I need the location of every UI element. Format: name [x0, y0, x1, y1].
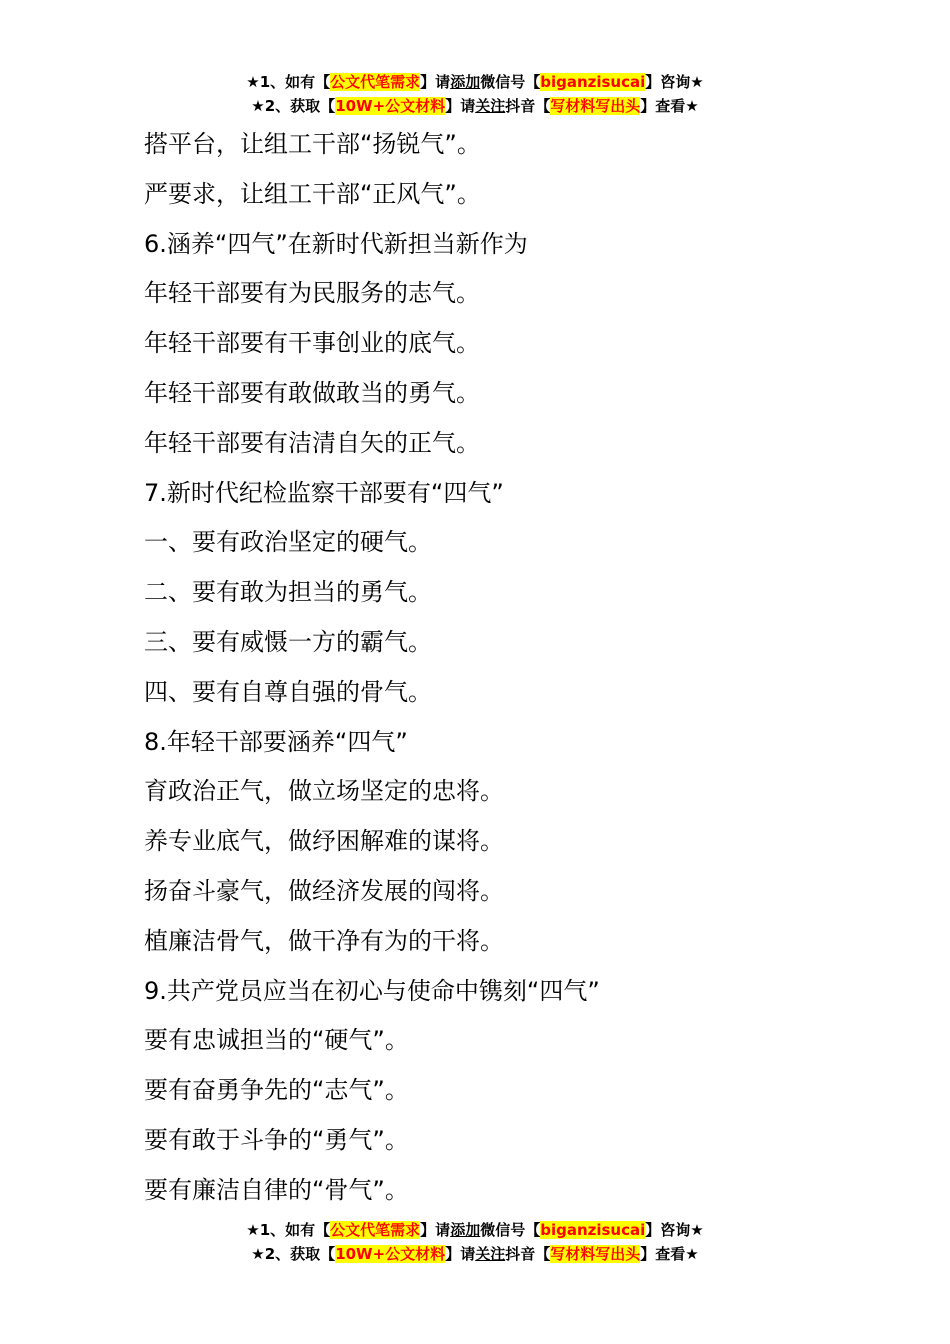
paragraph: 年轻干部要有为民服务的志气。: [144, 279, 480, 308]
paragraph: 育政治正气，做立场坚定的忠将。: [144, 777, 504, 806]
highlight-materials: 10W+公文材料: [335, 97, 446, 115]
highlight-service: 公文代笔需求: [330, 1221, 421, 1239]
section-heading: 8.年轻干部要涵养“四气”: [144, 727, 408, 756]
paragraph: 要有奋勇争先的“志气”。: [144, 1076, 409, 1105]
highlight-service: 公文代笔需求: [330, 73, 421, 91]
banner-line-2: ★2、获取【10W+公文材料】请关注抖音【写材料写出头】查看★: [251, 1245, 699, 1263]
paragraph: 养专业底气，做纾困解难的谋将。: [144, 827, 504, 856]
paragraph: 年轻干部要有敢做敢当的勇气。: [144, 378, 480, 407]
banner-line-1: ★1、如有【公文代笔需求】请添加微信号【biganzisucai】咨询★: [246, 73, 704, 91]
paragraph: 年轻干部要有洁清自矢的正气。: [144, 428, 480, 457]
highlight-wechat-id: biganzisucai: [540, 1221, 646, 1239]
underlined-follow: 关注: [475, 1245, 506, 1263]
banner-line-2: ★2、获取【10W+公文材料】请关注抖音【写材料写出头】查看★: [251, 97, 699, 115]
paragraph: 二、要有敢为担当的勇气。: [144, 578, 432, 607]
section-heading: 9.共产党员应当在初心与使命中镌刻“四气”: [144, 976, 600, 1005]
paragraph: 一、要有政治坚定的硬气。: [144, 528, 432, 557]
section-heading: 7.新时代纪检监察干部要有“四气”: [144, 478, 504, 507]
highlight-douyin: 写材料写出头: [550, 97, 641, 115]
paragraph: 要有忠诚担当的“硬气”。: [144, 1026, 409, 1055]
paragraph: 年轻干部要有干事创业的底气。: [144, 329, 480, 358]
banner-line-1: ★1、如有【公文代笔需求】请添加微信号【biganzisucai】咨询★: [246, 1221, 704, 1239]
paragraph: 植廉洁骨气，做干净有为的干将。: [144, 926, 504, 955]
underlined-follow: 关注: [475, 97, 506, 115]
highlight-douyin: 写材料写出头: [550, 1245, 641, 1263]
document-body: [144, 120, 864, 1216]
paragraph: 要有廉洁自律的“骨气”。: [144, 1175, 409, 1204]
highlight-wechat-id: biganzisucai: [540, 73, 646, 91]
paragraph: 严要求，让组工干部“正风气”。: [144, 179, 481, 208]
underlined-add: 添加: [450, 1221, 481, 1239]
paragraph: 搭平台，让组工干部“扬锐气”。: [144, 130, 481, 158]
paragraph: 要有敢于斗争的“勇气”。: [144, 1125, 409, 1154]
paragraph: 三、要有威慑一方的霸气。: [144, 627, 432, 656]
section-heading: 6.涵养“四气”在新时代新担当新作为: [144, 229, 528, 258]
paragraph: 扬奋斗豪气，做经济发展的闯将。: [144, 876, 504, 905]
paragraph: 四、要有自尊自强的骨气。: [144, 677, 432, 706]
highlight-materials: 10W+公文材料: [335, 1245, 446, 1263]
underlined-add: 添加: [450, 73, 481, 91]
footer-banner: [0, 1218, 950, 1266]
header-banner: [0, 70, 950, 118]
